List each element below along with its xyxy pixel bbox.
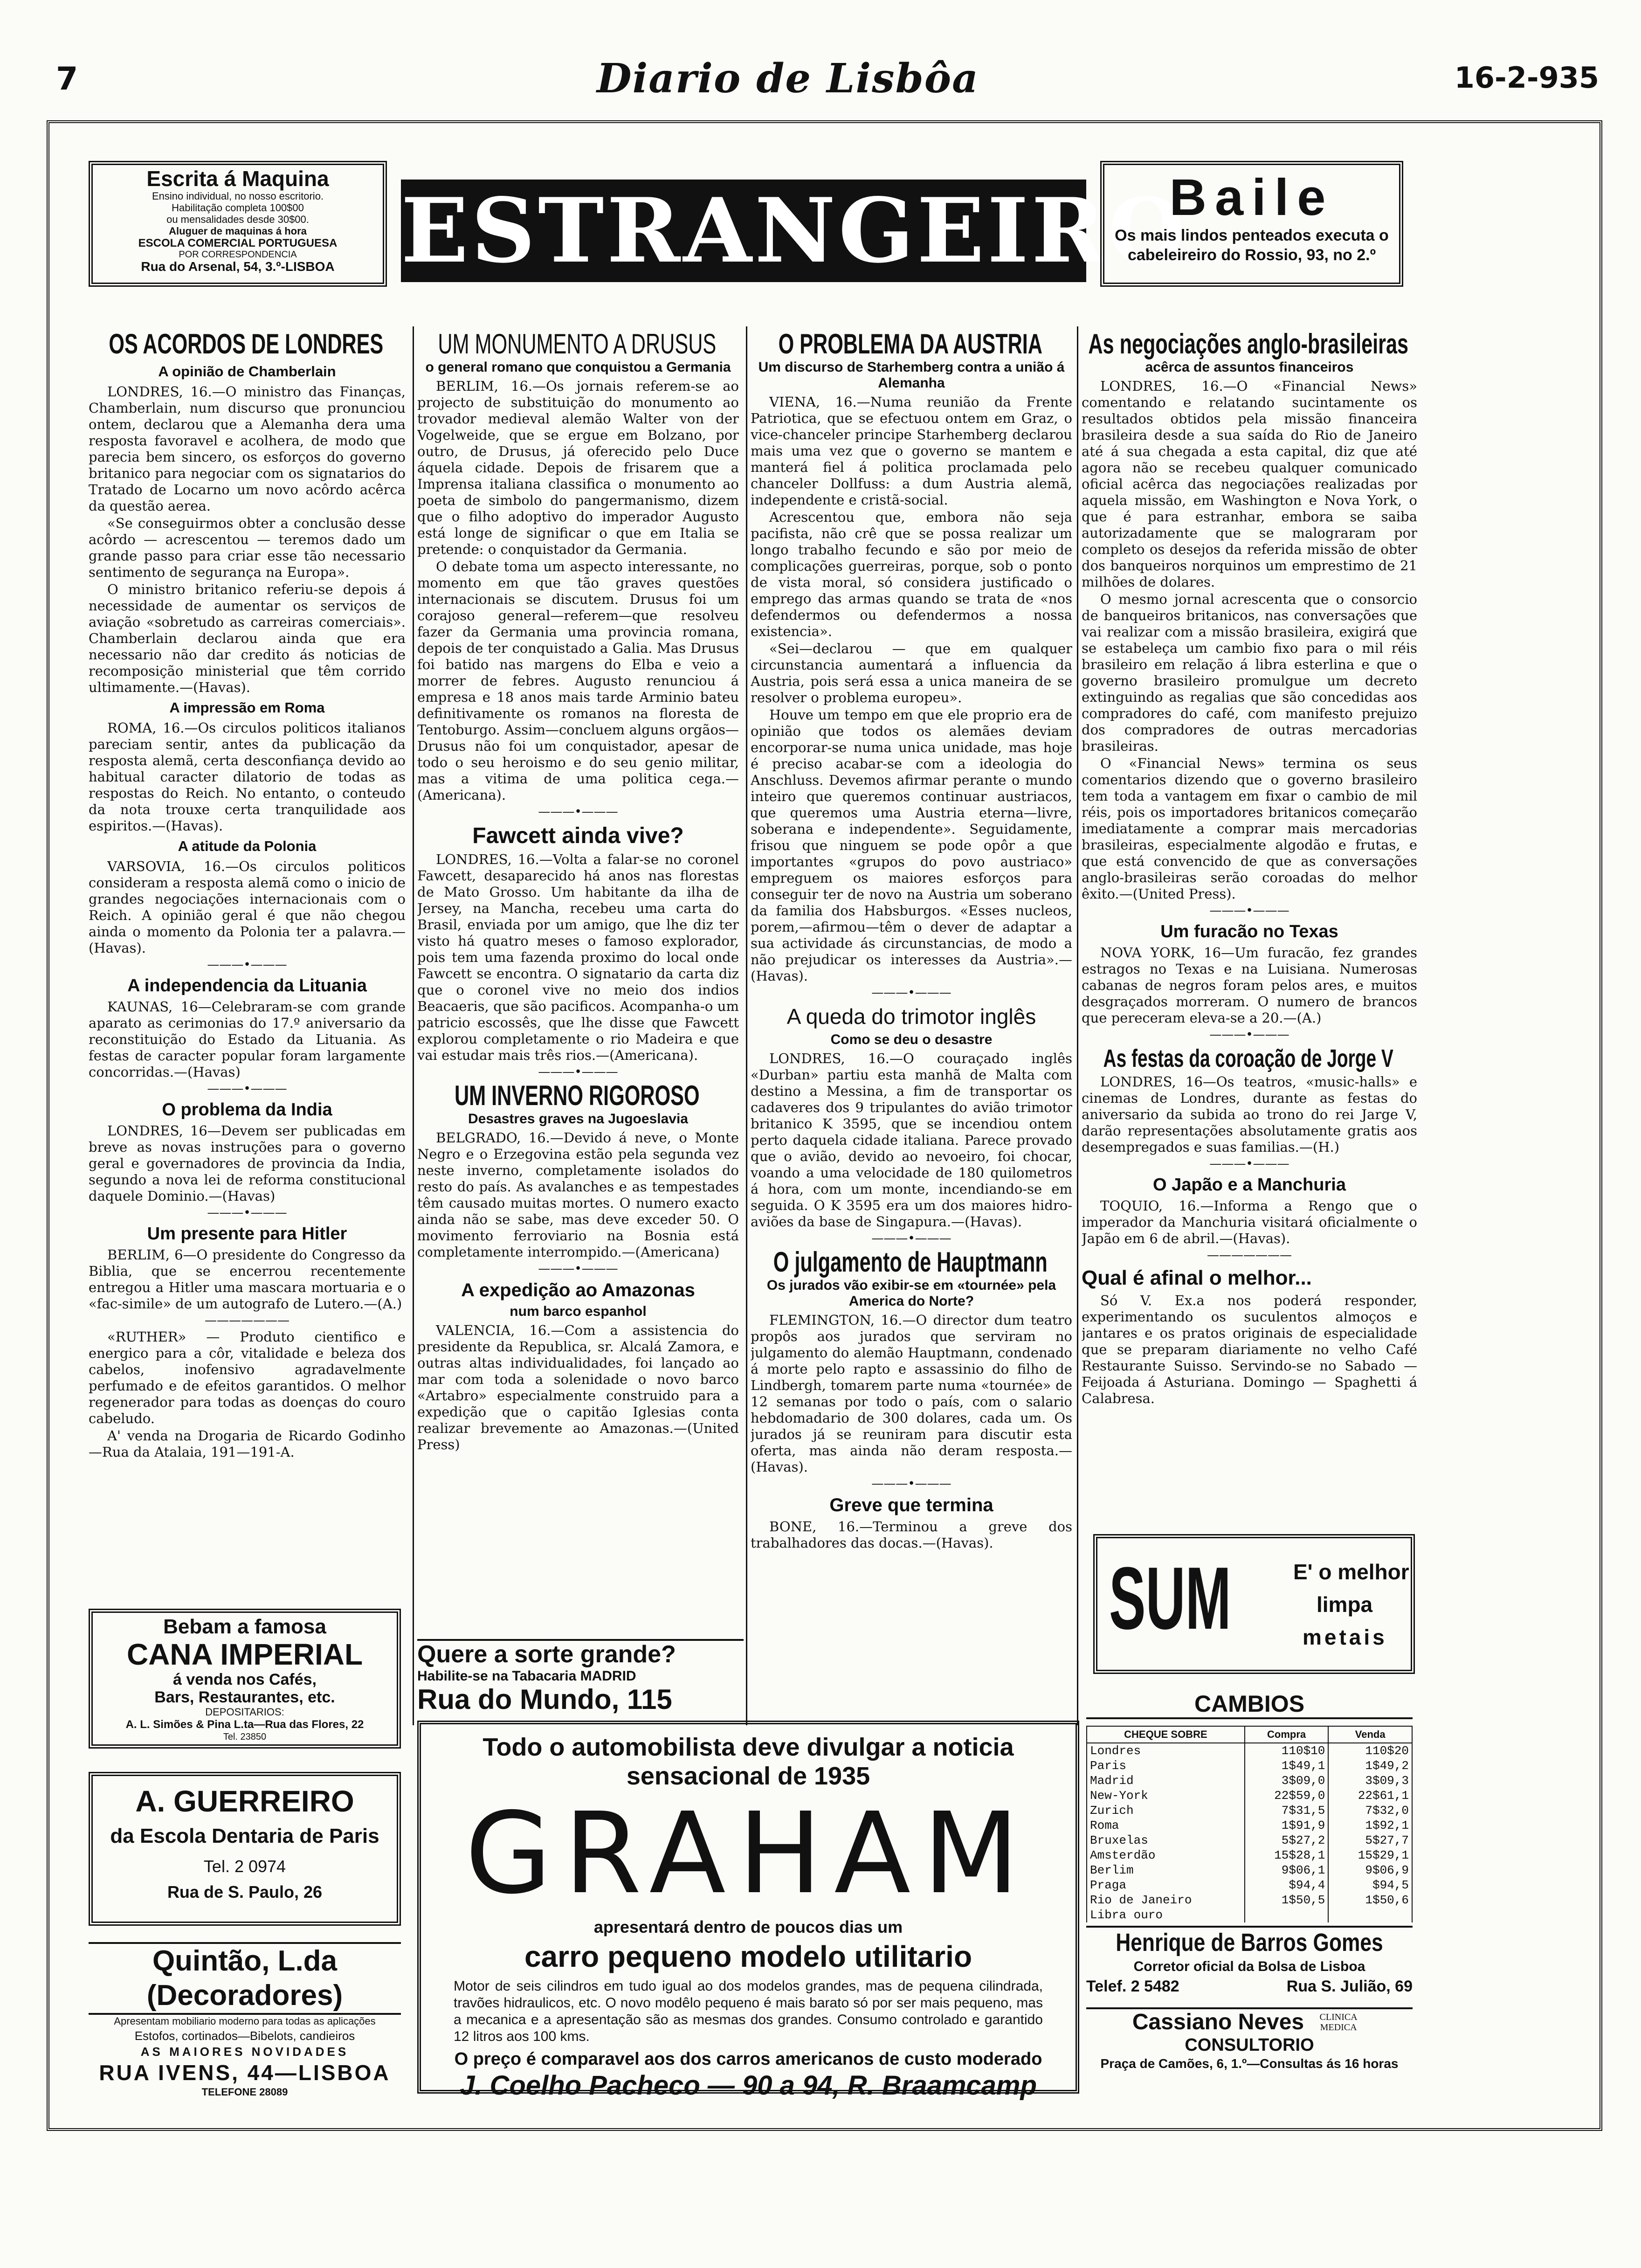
ad-suisso: Só V. Ex.a nos poderá responder, experimentando os suculentos almoços e jantares e os pratos originais de especialidade que se preparam diariamente no velho Café Restaurante Suisso. Servindo-se no Sabado — Feijoada á Asturiana. Domingo — Spaghetti á Calabresa. — [1082, 1293, 1417, 1406]
ad-cassiano-clinic: CLINICA MEDICA — [1319, 2012, 1358, 2033]
ad-graham-line: sensacional de 1935 — [626, 1762, 870, 1790]
ad-sorte-grande — [417, 1639, 744, 1715]
column-4 — [1082, 329, 1417, 1532]
subhead: acêrca de assuntos financeiros — [1145, 360, 1354, 375]
separator: ———•——— — [1209, 1157, 1289, 1171]
ad-graham-line: O preço é comparavel aos dos carros americanos de custo moderado — [454, 2049, 1042, 2069]
ad-henrique-address: Rua S. Julião, 69 — [1286, 1978, 1413, 1995]
ad-sum-line: metais — [1303, 1625, 1387, 1649]
separator: ———•——— — [207, 958, 287, 972]
cambios-currency: Paris — [1087, 1758, 1245, 1773]
cambios-row — [1087, 1878, 1412, 1893]
ad-cana-brand: CANA IMPERIAL — [126, 1638, 363, 1671]
cambios-currency: Bruxelas — [1087, 1833, 1245, 1848]
cambios-buy: 1$50,5 — [1245, 1893, 1329, 1908]
headline-japao: O Japão e a Manchuria — [1153, 1175, 1346, 1195]
cambios-buy: 7$31,5 — [1245, 1803, 1329, 1818]
ad-cassiano-neves — [1086, 2007, 1413, 2072]
cambios-row — [1087, 1818, 1412, 1833]
ad-cassiano-header — [1086, 2009, 1413, 2035]
subhead: Os jurados vão exibir-se em «tournée» pela America do Norte? — [766, 1278, 1056, 1309]
ad-baile-title: Baile — [1169, 169, 1334, 226]
ad-henrique-phone: Telef. 2 5482 — [1086, 1978, 1179, 1995]
article-paragraph: VARSOVIA, 16.—Os circulos politicos consideram a resposta alemã como o inicio de grandes negociações internacionais com o Reich. A opinião geral é que não chegou ainda o momento da Polonia ter a palavra.—(Havas). — [89, 858, 406, 956]
article-paragraph: LONDRES, 16.—O couraçado inglês «Durban» partiu esta manhã de Malta com destino a Messina, a fim de transportar os cadaveres dos 9 tripulantes do avião trimotor britanico K 3595, que se incendiou ontem perto daquela cidade italiana. Parece provado que o avião, devido ao nevoeiro, foi chocar, voando a uma velocidade de 180 quilometros á hora, com um monte, incendiando-se em seguida. O K 3595 era um dos maiores hidro-aviões da base de Singapura.—(Havas). — [751, 1051, 1072, 1230]
subhead: A opinião de Chamberlain — [158, 363, 336, 380]
cambios-currency: Madrid — [1087, 1773, 1245, 1788]
ad-quintao-line: Apresentam mobiliario moderno para todas as aplicações — [114, 2015, 376, 2027]
separator: ——————— — [1207, 1248, 1292, 1262]
cambios-table — [1086, 1726, 1413, 1922]
ad-escrita-school: ESCOLA COMERCIAL PORTUGUESA — [138, 237, 338, 249]
cambios-row — [1087, 1893, 1412, 1908]
ad-quintao — [89, 1942, 401, 2098]
page-number: 7 — [56, 61, 78, 97]
ad-baile-text: Os mais lindos penteados executa o cabeleireiro do Rossio, 93, no 2.º — [1115, 227, 1389, 264]
cambios-row — [1087, 1848, 1412, 1863]
ad-cassiano-line: CONSULTORIO — [1185, 2035, 1314, 2055]
separator: ———•——— — [1209, 904, 1289, 918]
cambios-buy: 5$27,2 — [1245, 1833, 1329, 1848]
ad-baile — [1100, 161, 1403, 287]
cambios-currency: Rio de Janeiro — [1087, 1893, 1245, 1908]
headline-india: O problema da India — [162, 1100, 332, 1120]
cambios-body — [1087, 1743, 1412, 1922]
headline-anglo-brasileiras: As negociações anglo-brasileiras — [1088, 329, 1409, 360]
headline-lituania: A independencia da Lituania — [127, 976, 367, 996]
cambios-buy: 1$49,1 — [1245, 1758, 1329, 1773]
headline-austria: O PROBLEMA DA AUSTRIA — [778, 329, 1042, 360]
column-rule — [413, 326, 414, 1725]
headline-qual-melhor: Qual é afinal o melhor... — [1082, 1266, 1312, 1289]
cambios-sell: 5$27,7 — [1328, 1833, 1412, 1848]
article-paragraph: BELGRADO, 16.—Devido á neve, o Monte Negro e o Erzegovina estão pela segunda vez neste inverno, completamente isolados do resto do país. As avalanches e as tempestades têm causado muitas mortes. O numero exacto ainda não se sabe, mas deve exceder 50. O movimento ferroviario na Bosnia está completamente interrompido.—(Americana) — [417, 1130, 739, 1260]
article-paragraph: VALENCIA, 16.—Com a assistencia do presidente da Republica, sr. Alcalá Zamora, e outras altas individualidades, foi lançado ao mar com toda a solenidade o novo barco «Artabro» especialmente construido para a expedição que o capitão Iglesias conta realizar brevemente ao Amazonas.—(United Press) — [417, 1322, 739, 1452]
article-paragraph: LONDRES, 16.—Volta a falar-se no coronel Fawcett, desaparecido há anos nas florestas de Mato Grosso. Um habitante da ilha de Jersey, na Mancha, recebeu uma carta do Brasil, enviada por um amigo, que lhe diz ter visto há quatro meses o famoso explorador, pois tem uma fazenda proximo do local onde Fawcett se encontra. O signatario da carta diz que o coronel vive no meio dos indios Beacaeris, que são pacificos. Acompanha-o um patricio escossês, que lhe disse que Fawcett explorou completamente o rio Madeira e que vai estudar mais três rios.—(Americana). — [417, 851, 739, 1063]
subhead: Desastres graves na Jugoeslavia — [468, 1111, 688, 1127]
ad-sum-line: limpa — [1317, 1592, 1373, 1617]
ad-sum-line: E' o melhor — [1293, 1560, 1409, 1584]
subhead: o general romano que conquistou a Germania — [425, 360, 731, 375]
headline-hitler: Um presente para Hitler — [147, 1224, 347, 1244]
ad-sorte-address: Rua do Mundo, 115 — [417, 1684, 672, 1715]
ad-cana-line: DEPOSITARIOS: — [205, 1706, 284, 1718]
separator: ———•——— — [538, 1065, 618, 1079]
ad-graham-line: Todo o automobilista deve divulgar a noticia — [483, 1733, 1014, 1761]
cambios-buy: $94,4 — [1245, 1878, 1329, 1893]
ad-henrique-barros-gomes — [1086, 1926, 1413, 1997]
ad-guerreiro-phone: Tel. 2 0974 — [203, 1857, 286, 1876]
cambios-sell: 22$61,1 — [1328, 1788, 1412, 1803]
article-paragraph: O «Financial News» termina os seus comentarios dizendo que o governo brasileiro tem toda a vantagem em fixar o cambio de mil réis, pois os importadores britanicos começarão imediatamente a comprar mais mercadorias brasileiras, especialmente algodão e frutas, e que está convencido de que as conversações anglo-brasileiras serão coroadas do melhor êxito.—(United Press). — [1082, 755, 1417, 902]
ad-cana-line: Bars, Restaurantes, etc. — [154, 1688, 335, 1706]
separator: ——————— — [205, 1314, 290, 1328]
subhead: Como se deu o desastre — [830, 1032, 993, 1047]
article-paragraph: «Se conseguirmos obter a conclusão desse acôrdo — acrescentou — teremos dado um grande passo para criar esse tão necessario sentimento de segurança na Europa». — [89, 515, 406, 580]
ad-henrique-contacts — [1086, 1976, 1413, 1997]
column-2 — [417, 329, 739, 1639]
article-paragraph: Houve um tempo em que ele proprio era de opinião que todos os alemães deviam encorporar-se numa unica unidade, mas hoje é preciso acabar-se com a ideologia do Anschluss. Devemos afirmar perante o mundo inteiro que queremos continuar austriacos, que queremos uma Austria eterna—livre, soberana e independente». Seguidamente, frisou que ninguem se pode opôr a que importantes «grupos do povo austriaco» empreguem os maiores esforços para conseguir ter de novo na Austria um soberano da familia dos Habsburgos. «Esses nucleos, porem,—afirmou—têm o dever de adaptar a sua actividade ás circunstancias, de modo a não prejudicar os interesses da Austria».—(Havas). — [751, 707, 1072, 984]
ad-cassiano-address: Praça de Camões, 6, 1.º—Consultas ás 16 horas — [1100, 2056, 1399, 2071]
cambios-row — [1087, 1788, 1412, 1803]
ad-quintao-line: Estofos, cortinados—Bibelots, candieiros — [134, 2029, 355, 2043]
ad-escrita-line: Ensino individual, no nosso escritorio. — [152, 190, 324, 202]
ad-quintao-phone: TELEFONE 28089 — [201, 2086, 288, 2098]
ad-ruther: «RUTHER» — Produto cientifico e energico para a côr, vitalidade e beleza dos cabelos, inofensivo agradavelmente perfumado e de efeitos garantidos. O melhor regenerador para todas as doenças do couro cabeludo. — [89, 1329, 406, 1426]
cambios-buy: 9$06,1 — [1245, 1863, 1329, 1878]
ad-quintao-name: Quintão, L.da (Decoradores) — [89, 1942, 401, 2015]
subhead: A impressão em Roma — [169, 699, 325, 716]
ad-escrita-corresp: POR CORRESPONDENCIA — [179, 249, 297, 260]
headline-acordos-londres: OS ACORDOS DE LONDRES — [109, 329, 384, 360]
cambios-buy: 1$91,9 — [1245, 1818, 1329, 1833]
article-paragraph: LONDRES, 16.—O «Financial News» comentando e relatando sucintamente os resultados obtidos pela missão financeira brasileira desde a sua saída do Rio de Janeiro até á sua chegada a esta capital, diz que até agora não se recebeu qualquer comunicado oficial acêrca das negociações realizadas por aquela missão, em Washington e Nova York, o que é para estranhar, embora se saiba autorizadamente que se malograram por completo os desejos da referida missão de obter dos banqueiros norquinos um emprestimo de 21 milhões de dolares. — [1082, 378, 1417, 590]
ad-henrique-line: Corretor oficial da Bolsa de Lisboa — [1133, 1959, 1365, 1974]
ad-graham-line: carro pequeno modelo utilitario — [524, 1940, 972, 1973]
separator: ———•——— — [207, 1082, 287, 1096]
ad-cana-line: A. L. Simões & Pina L.ta—Rua das Flores, 22 — [125, 1718, 364, 1731]
issue-date: 16-2-935 — [1454, 61, 1599, 95]
subhead: A atitude da Polonia — [178, 838, 317, 854]
article-paragraph: TOQUIO, 16.—Informa a Rengo que o imperador da Manchuria visitará oficialmente o Japão em 6 de abril.—(Havas). — [1082, 1198, 1417, 1246]
ad-quintao-line: AS MAIORES NOVIDADES — [140, 2045, 349, 2059]
headline-greve: Greve que termina — [829, 1495, 993, 1515]
cambios-currency: Amsterdão — [1087, 1848, 1245, 1863]
ad-graham-brand: GRAHAM — [465, 1788, 1032, 1919]
separator: ———•——— — [871, 986, 952, 1000]
cambios-buy: 22$59,0 — [1245, 1788, 1329, 1803]
cambios-header: CHEQUE SOBRE — [1087, 1726, 1245, 1743]
ad-sorte-line: Habilite-se na Tabacaria MADRID — [417, 1668, 636, 1684]
ad-escrita-line: Aluguer de maquinas á hora — [169, 225, 307, 237]
ad-henrique-name: Henrique de Barros Gomes — [1116, 1929, 1383, 1957]
separator: ———•——— — [1209, 1028, 1289, 1042]
subhead: num barco espanhol — [510, 1304, 647, 1319]
cambios-row — [1087, 1803, 1412, 1818]
cambios-currency: Roma — [1087, 1818, 1245, 1833]
cambios-sell: 9$06,9 — [1328, 1863, 1412, 1878]
ad-ruther-address: A' venda na Drogaria de Ricardo Godinho—Rua da Atalaia, 191—191-A. — [89, 1428, 406, 1460]
headline-fawcett: Fawcett ainda vive? — [472, 823, 684, 848]
ad-cana-line: Tel. 23850 — [223, 1732, 267, 1742]
separator: ———•——— — [538, 805, 618, 819]
cambios-sell: 7$32,0 — [1328, 1803, 1412, 1818]
cambios-sell: 110$20 — [1328, 1743, 1412, 1758]
article-paragraph: O debate toma um aspecto interessante, no momento em que tão graves questões internacionais se discutem. Drusus foi um corajoso general—referem—que resolveu fazer da Germania uma provincia romana, depois de ter conquistado a Galia. Mas Drusus foi batido nas margens do Elba e veio a morrer de febres. Augusto renunciou á empresa e 18 anos mais tarde Arminio bateu definitivamente os romanos na floresta de Tentoburgo. Assim—concluem alguns orgãos—Drusus não foi um conquistador, apesar de todo o seu heroismo e do seu genio militar, mas a vitima de uma politica cega.—(Americana). — [417, 559, 739, 803]
article-paragraph: LONDRES, 16.—O ministro das Finanças, Chamberlain, num discurso que pronunciou ontem, declarou que a Alemanha dera uma resposta favoravel e acolhera, de modo que parecia bem sincero, os esforços do governo britanico para negociar com os signatarios do Tratado de Locarno um novo acôrdo acêrca da questão aerea. — [89, 384, 406, 514]
subhead: Um discurso de Starhemberg contra a união á Alemanha — [758, 360, 1065, 391]
ad-escrita-line: ou mensalidades desde 30$00. — [166, 214, 309, 225]
headline-trimotor: A queda do trimotor inglês — [786, 1004, 1036, 1029]
ad-sum — [1093, 1534, 1415, 1674]
article-paragraph: BONE, 16.—Terminou a greve dos trabalhadores das docas.—(Havas). — [751, 1519, 1072, 1551]
ad-guerreiro-name: A. GUERREIRO — [135, 1784, 354, 1818]
article-paragraph: LONDRES, 16—Os teatros, «music-halls» e cinemas de Londres, durante as festas do aniversario da subida ao trono do rei Jarge V, darão representações absolutamente gratis aos desempregados e suas familias.—(H.) — [1082, 1074, 1417, 1155]
section-title: ESTRANGEIRO — [401, 179, 1188, 283]
article-paragraph: KAUNAS, 16—Celebraram-se com grande aparato as cerimonias do 17.º aniversario da reconstituição do Estado da Lituania. As festas de caracter popular foram largamente concorridas.—(Havas) — [89, 999, 406, 1080]
masthead: Diario de Lisbôa — [597, 55, 979, 102]
cambios-sell — [1328, 1908, 1412, 1922]
cambios-sell: $94,5 — [1328, 1878, 1412, 1893]
ad-escrita-address: Rua do Arsenal, 54, 3.º-LISBOA — [141, 259, 335, 274]
cambios-currency: New-York — [1087, 1788, 1245, 1803]
separator: ———•——— — [871, 1477, 952, 1491]
ad-cassiano-name: Cassiano Neves — [1132, 2010, 1304, 2034]
cambios-buy: 3$09,0 — [1245, 1773, 1329, 1788]
cambios-row — [1087, 1863, 1412, 1878]
cambios-sell: 15$29,1 — [1328, 1848, 1412, 1863]
column-rule — [1077, 326, 1078, 1725]
ad-cana-line: á venda nos Cafés, — [172, 1671, 317, 1688]
cambios-buy: 110$10 — [1245, 1743, 1329, 1758]
ad-graham-address: J. Coelho Pacheco — 90 a 94, R. Braamcamp — [460, 2070, 1037, 2101]
column-3 — [751, 329, 1072, 1704]
cambios-buy: 15$28,1 — [1245, 1848, 1329, 1863]
article-paragraph: LONDRES, 16—Devem ser publicadas em breve as novas instruções para o governo geral e governadores de provincia da India, segundo a nova lei de reforma constitucional daquele Dominio.—(Havas) — [89, 1123, 406, 1204]
cambios-sell: 1$49,2 — [1328, 1758, 1412, 1773]
article-paragraph: O mesmo jornal acrescenta que o consorcio de banqueiros britanicos, nas conversações que vai realizar com a missão brasileira, exigirá que se estabeleça um cambio fixo para o mil réis brasileiro em relação á libra esterlina e que o governo brasileiro promulgue um decreto extinguindo as regalias que são concedidas aos compradores do café, com manifesto prejuizo dos compradores de outras mercadorias brasileiras. — [1082, 591, 1417, 754]
headline-hauptmann: O julgamento de Hauptmann — [773, 1246, 1048, 1278]
column-1 — [89, 329, 406, 1560]
article-paragraph: O ministro britanico referiu-se depois á necessidade de aumentar os serviços de aviação «sobretudo as carreiras comerciais». Chamberlain declarou ainda que era necessario não dar credito ás noticias de recomposição ministerial que têm corrido ultimamente.—(Havas). — [89, 581, 406, 695]
headline-amazonas: A expedição ao Amazonas — [461, 1280, 695, 1300]
ad-cana-imperial — [89, 1609, 401, 1749]
cambios-currency: Zurich — [1087, 1803, 1245, 1818]
cambios-row — [1087, 1908, 1412, 1922]
article-paragraph: BERLIM, 6—O presidente do Congresso da Biblia, que se encerrou recentemente entregou a Hitler uma mascara mortuaria e o «fac-simile» de um autografo de Lutero.—(A.) — [89, 1247, 406, 1312]
cambios-row — [1087, 1758, 1412, 1773]
article-paragraph: FLEMINGTON, 16.—O director dum teatro propôs aos jurados que serviram no julgamento do alemão Hauptmann, condenado á morte pelo rapto e assassinio do filho de Lindbergh, tomarem parte numa «tournée» de 12 semanas por todo o país, com o salario hebdomadario de 300 dolares, cada um. Os jurados já se reuniram para discutir esta oferta, mas ainda não deram resposta.—(Havas). — [751, 1312, 1072, 1475]
cambios-row — [1087, 1743, 1412, 1758]
ad-escrita-maquina — [89, 161, 387, 287]
article-paragraph: «Sei—declarou — que em qualquer circunstancia aumentará a influencia da Austria, pois será essa a unica maneira de se resolver o problema europeu». — [751, 641, 1072, 705]
ad-guerreiro-line: da Escola Dentaria de Paris — [110, 1825, 379, 1847]
article-paragraph: ROMA, 16.—Os circulos politicos italianos pareciam sentir, antes da publicação da resposta alemã, certa desconfiança devido ao habitual caracter dilatorio de todas as respostas do Reich. No entanto, o conteudo da nota trouxe certa tranquilidade aos espiritos.—(Havas). — [89, 720, 406, 834]
cambios-sell: 1$50,6 — [1328, 1893, 1412, 1908]
cambios-box — [1086, 1690, 1413, 1922]
separator: ———•——— — [207, 1206, 287, 1220]
column-rule — [746, 326, 747, 1725]
cambios-currency: Londres — [1087, 1743, 1245, 1758]
cambios-row — [1087, 1833, 1412, 1848]
ad-graham-line: apresentará dentro de poucos dias um — [593, 1917, 903, 1936]
ad-guerreiro-address: Rua de S. Paulo, 26 — [167, 1882, 323, 1902]
ad-graham-body: Motor de seis cilindros em tudo igual ao dos modelos grandes, mas de pequena cilindrada, travões hidraulicos, etc. O novo modêlo pequeno é mais barato só por ser mais pequeno, mas a mecanica e a apresentação são as mesmas dos grandes. Consumo controlado e garantido 12 litros aos 100 kms. — [454, 1978, 1043, 2044]
cambios-sell: 3$09,3 — [1328, 1773, 1412, 1788]
separator: ———•——— — [538, 1262, 618, 1276]
article-paragraph: BERLIM, 16.—Os jornais referem-se ao projecto de substituição do monumento ao trovador medieval alemão Walter von der Vogelweide, que se ergue em Bolzano, por outro, de Drusus, já oferecido pelo Duce áquela cidade. Depois de frisarem que a Imprensa italiana classifica o monumento ao poeta de simbolo do pangermanismo, dizem que o filho adoptivo do imperador Augusto está longe de significar o que em Italia se pretende: o conquistador da Germania. — [417, 378, 739, 557]
separator: ———•——— — [871, 1231, 952, 1245]
ad-sum-brand: SUM — [1109, 1549, 1231, 1648]
ad-guerreiro — [89, 1772, 401, 1926]
ad-graham — [417, 1721, 1079, 2101]
cambios-currency: Libra ouro — [1087, 1908, 1245, 1922]
ad-sorte-line: Quere a sorte grande? — [417, 1641, 676, 1668]
ad-escrita-line: Habilitação completa 100$00 — [172, 202, 304, 214]
article-paragraph: Acrescentou que, embora não seja pacifista, não crê que se possa realizar um longo trabalho fecundo e são por meio de complicações guerreiras, porque, sob o ponto de vista moral, só considera justificado o emprego das armas quando se trata de «nos defendermos ou defendermos a nossa existencia». — [751, 509, 1072, 639]
cambios-buy — [1245, 1908, 1329, 1922]
cambios-header: Venda — [1328, 1726, 1412, 1743]
cambios-sell: 1$92,1 — [1328, 1818, 1412, 1833]
cambios-currency: Praga — [1087, 1878, 1245, 1893]
cambios-title: CAMBIOS — [1086, 1690, 1413, 1719]
article-paragraph: VIENA, 16.—Numa reunião da Frente Patriotica, que se efectuou ontem em Graz, o vice-chanceler principe Starhemberg declarou mais uma vez que o governo se mantem e manterá fiel á politica proclamada pelo chanceler Dollfuss: a dum Austria alemã, independente e cristã-social. — [751, 394, 1072, 508]
headline-jorge-v: As festas da coroação de Jorge V — [1103, 1044, 1393, 1072]
cambios-currency: Berlim — [1087, 1863, 1245, 1878]
cambios-row — [1087, 1773, 1412, 1788]
headline-inverno: UM INVERNO RIGOROSO — [454, 1080, 700, 1111]
ad-cana-line: Bebam a famosa — [163, 1615, 326, 1638]
cambios-header: Compra — [1245, 1726, 1329, 1743]
article-paragraph: NOVA YORK, 16—Um furacão, fez grandes estragos no Texas e na Luisiana. Numerosas cabanas de negros foram pelos ares, e muitos desgraçados morreram. O numero de brancos que pereceram eleva-se a 20.—(A.) — [1082, 945, 1417, 1026]
headline-texas: Um furacão no Texas — [1160, 922, 1338, 941]
ad-quintao-address: RUA IVENS, 44—LISBOA — [99, 2061, 391, 2085]
ad-escrita-title: Escrita á Maquina — [146, 166, 329, 191]
headline-drusus: UM MONUMENTO A DRUSUS — [438, 329, 717, 360]
